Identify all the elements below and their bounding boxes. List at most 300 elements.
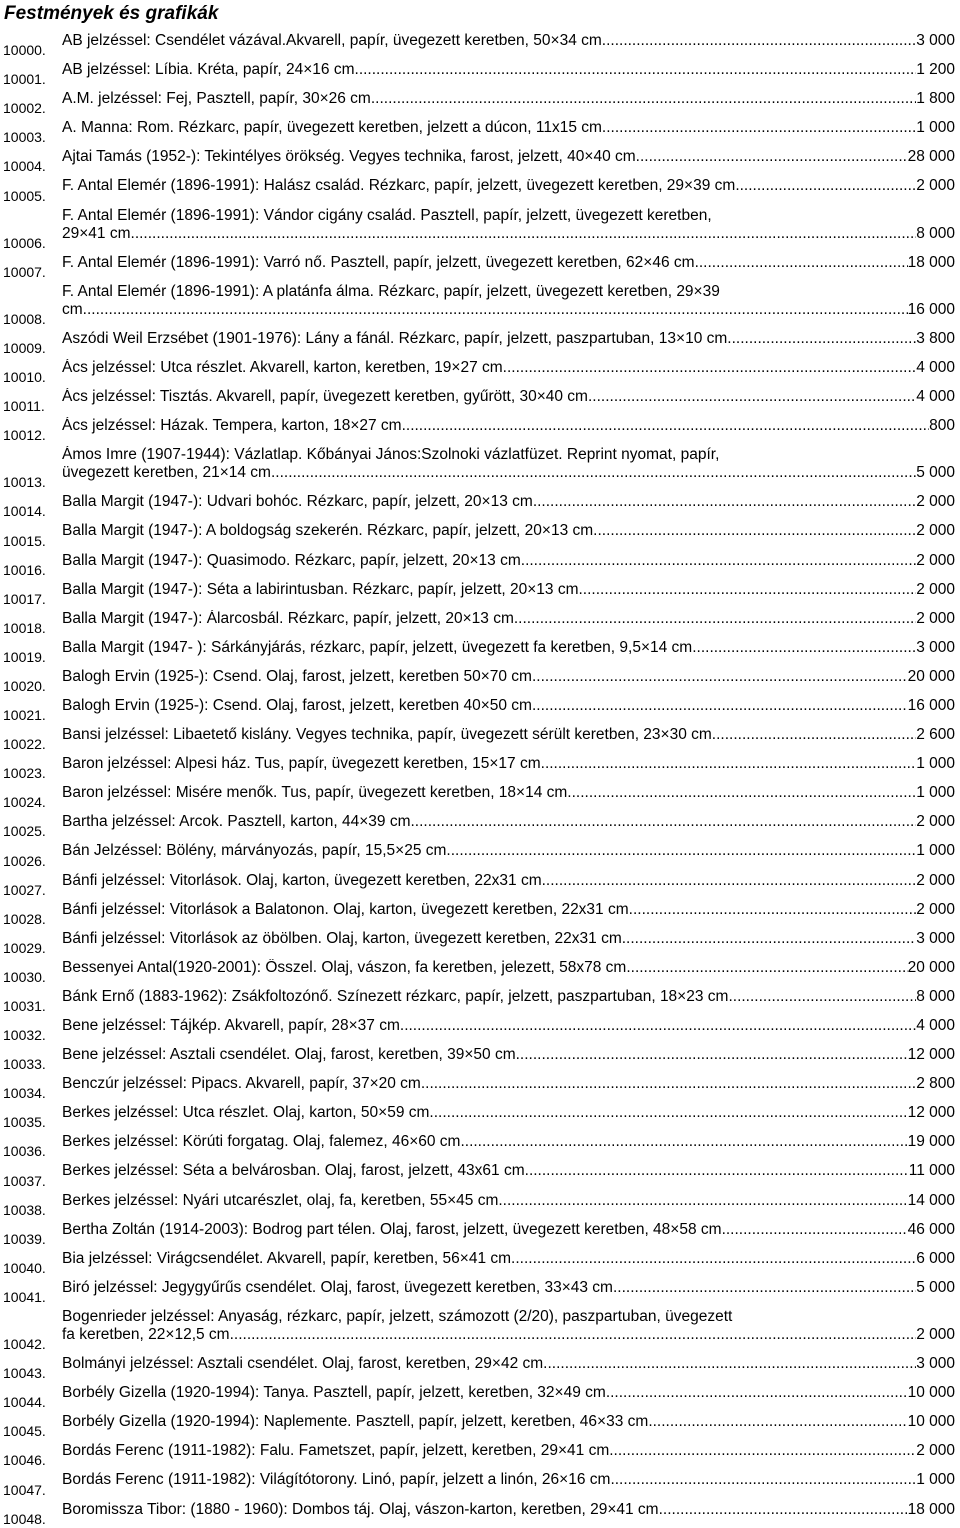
description-text: Bánk Ernő (1883-1962): Zsákfoltozónő. Színezett rézkarc, papír, jelzett, paszpartuban, 18×23 cm [62,987,729,1005]
dot-leader [131,225,917,243]
description-line [62,901,955,919]
description-text: Berkes jelzéssel: Séta a belvárosban. Olaj, farost, jelzett, 43x61 cm [62,1162,525,1180]
catalog-entry [0,1188,960,1217]
description-line [62,522,955,540]
entry-description [62,577,955,599]
description-line [62,32,955,50]
entry-description [62,173,955,195]
description-text: F. Antal Elemér (1896-1991): Varró nő. Pasztell, papír, jelzett, üvegezett keretben, 62×46 cm [62,253,695,271]
dot-leader [735,177,916,195]
entry-description [62,1071,955,1093]
catalog-list [0,28,960,1526]
lot-number: 10016. [3,561,46,578]
catalog-entry [0,577,960,606]
price: 2 000 [916,900,955,918]
description-text: Balla Margit (1947-): Álarcosbál. Rézkarc, papír, jelzett, 20×13 cm [62,609,514,627]
description-line [62,1221,955,1239]
description-line [62,784,955,802]
entry-description [62,355,955,377]
dot-leader [716,726,916,744]
entry-description [62,780,955,802]
lot-number: 10040. [3,1259,46,1276]
price: 11 000 [908,1162,955,1180]
lot-number: 10043. [3,1365,46,1382]
price: 2 000 [916,493,955,511]
price: 2 000 [916,871,955,889]
description-line [62,1192,955,1210]
description-text: Bansi jelzéssel: Libaetető kislány. Vegyes technika, papír, üvegezett sérült keretben, 23×30 cm. [62,726,717,744]
description-text: Balla Margit (1947- ): Sárkányjárás, rézkarc, papír, jelzett, üvegezett fa keretben, 9,5×14 cm [62,638,693,656]
entry-description [62,326,955,348]
description-line [62,254,955,272]
entry-description [62,28,955,50]
lot-number: 10014. [3,503,46,520]
price: 1 000 [916,842,955,860]
lot-number: 10044. [3,1394,46,1411]
lot-number: 10035. [3,1114,46,1131]
entry-description [62,1351,955,1373]
price: 8 000 [916,987,955,1005]
dot-leader [400,1017,916,1035]
lot-number: 10024. [3,794,46,811]
lot-number: 10041. [3,1288,46,1305]
price: 16 000 [907,696,955,714]
description-line [62,330,955,348]
entry-description [62,57,955,79]
catalog-entry [0,442,960,489]
lot-number: 10022. [3,736,46,753]
dot-leader [610,1471,916,1489]
description-line [62,1384,955,1402]
price: 2 000 [916,813,955,831]
dot-leader [525,552,916,570]
entry-description [62,1013,955,1035]
lot-number: 10048. [3,1510,46,1527]
price: 4 000 [916,358,955,376]
catalog-entry [0,780,960,809]
description-line [62,872,955,890]
description-text: üvegezett keretben, 21×14 cm [62,464,271,482]
description-line [62,359,955,377]
catalog-entry [0,86,960,115]
price: 2 000 [916,177,955,195]
description-line [62,697,955,715]
price: 2 000 [916,551,955,569]
entry-description [62,518,955,540]
description-text: 29×41 cm [62,224,131,242]
price: 2 000 [916,580,955,598]
entry-description [62,144,955,166]
description-text: Bene jelzéssel: Tájkép. Akvarell, papír, 28×37 cm [62,1017,400,1034]
entry-description [62,115,955,137]
description-line [62,813,955,831]
dot-leader [83,301,908,319]
entry-description [62,1409,955,1431]
description-text: Borbély Gizella (1920-1994): Naplemente. Pasztell, papír, jelzett, keretben, 46×33 cm [62,1413,649,1431]
catalog-entry [0,413,960,442]
description-text: Balogh Ervin (1925-): Csend. Olaj, farost, jelzett, keretben 40×50 cm [62,696,532,714]
lot-number: 10019. [3,648,46,665]
description-text: Bordás Ferenc (1911-1982): Világítótorony. Linó, papír, jelzett a linón, 26×16 cm [62,1471,611,1489]
entry-description [62,664,955,686]
description-line [62,148,955,166]
dot-leader [692,639,916,657]
description-line [62,283,955,301]
description-line [62,90,955,108]
description-line [62,581,955,599]
dot-leader [375,90,916,108]
lot-number: 10047. [3,1481,46,1498]
description-line [62,1250,955,1268]
catalog-entry [0,57,960,86]
dot-leader [525,1162,909,1180]
catalog-entry [0,1304,960,1351]
catalog-entry [0,693,960,722]
description-line [62,119,955,137]
entry-description [62,751,955,773]
price: 14 000 [907,1191,955,1209]
price: 8 000 [916,224,955,242]
description-text: Balla Margit (1947-): Quasimodo. Rézkarc, papír, jelzett, 20×13 cm. [62,551,526,569]
catalog-entry [0,489,960,518]
price: 16 000 [907,300,955,318]
lot-number: 10029. [3,939,46,956]
catalog-entry [0,144,960,173]
lot-number: 10025. [3,823,46,840]
lot-number: 10039. [3,1230,46,1247]
dot-leader [728,988,916,1006]
entry-description [62,1467,955,1489]
description-text: Benczúr jelzéssel: Pipacs. Akvarell, papír, 37×20 cm. [62,1075,426,1093]
description-text: Bogenrieder jelzéssel: Anyaság, rézkarc, papír, jelzett, számozott (2/20), paszpartuban, üvegezett [62,1307,733,1325]
lot-number: 10013. [3,474,46,491]
dot-leader [543,1355,916,1373]
dot-leader [727,330,916,348]
description-line [62,388,955,406]
catalog-entry [0,751,960,780]
description-line [62,1308,955,1326]
dot-leader [622,930,916,948]
dot-leader [546,872,916,890]
catalog-entry [0,838,960,867]
catalog-entry [0,1246,960,1275]
lot-number: 10038. [3,1201,46,1218]
price: 1 200 [916,61,955,79]
catalog-entry [0,635,960,664]
entry-description [62,635,955,657]
entry-description [62,955,955,977]
catalog-entry [0,809,960,838]
entry-description [62,279,955,319]
dot-leader [429,1104,907,1122]
price: 3 000 [916,32,955,49]
entry-description [62,1304,955,1344]
description-line [62,207,955,225]
description-text: Berkes jelzéssel: Utca részlet. Olaj, karton, 50×59 cm [62,1104,430,1122]
entry-description [62,1129,955,1151]
price: 4 000 [916,388,955,406]
price: 46 000 [907,1220,955,1238]
price: 18 000 [907,253,955,271]
description-line [62,842,955,860]
price: 20 000 [907,667,955,685]
dot-leader [592,388,916,406]
description-text: Bertha Zoltán (1914-2003): Bodrog part télen. Olaj, farost, jelzett, üvegezett keretben, 48×58 cm [62,1220,722,1238]
lot-number: 10002. [3,100,46,117]
price: 3 000 [916,1355,955,1373]
lot-number: 10018. [3,619,46,636]
catalog-entry [0,384,960,413]
price: 2 000 [916,609,955,627]
lot-number: 10000. [3,42,46,59]
description-line [62,988,955,1006]
description-line [62,1133,955,1151]
dot-leader [695,254,908,272]
catalog-entry [0,1129,960,1158]
dot-leader [514,610,916,628]
price: 12 000 [907,1046,955,1064]
catalog-entry [0,1409,960,1438]
description-line [62,959,955,977]
price: 2 600 [916,726,955,744]
entry-description [62,203,955,243]
lot-number: 10017. [3,590,46,607]
entry-description [62,1188,955,1210]
lot-number: 10037. [3,1172,46,1189]
description-text: Berkes jelzéssel: Nyári utcarészlet, olaj, fa, keretben, 55×45 cm [62,1191,499,1209]
price: 5 000 [916,464,955,482]
entry-description [62,926,955,948]
description-line [62,1413,955,1431]
description-line [62,930,955,948]
lot-number: 10012. [3,427,46,444]
catalog-entry [0,1042,960,1071]
description-text: Ajtai Tamás (1952-): Tekintélyes örökség. Vegyes technika, farost, jelzett, 40×40 cm [62,148,636,166]
entry-description [62,442,955,482]
entry-description [62,413,955,435]
description-line [62,755,955,773]
lot-number: 10034. [3,1085,46,1102]
description-line [62,1075,955,1093]
catalog-entry [0,984,960,1013]
lot-number: 10027. [3,881,46,898]
description-text: Borbély Gizella (1920-1994): Tanya. Pasztell, papír, jelzett, keretben, 32×49 cm [62,1384,606,1402]
catalog-entry [0,326,960,355]
catalog-entry [0,1467,960,1496]
description-text: Bordás Ferenc (1911-1982): Falu. Fametszet, papír, jelzett, keretben, 29×41 cm [62,1442,610,1460]
price: 1 800 [916,90,955,108]
price: 800 [929,417,955,435]
description-text: AB jelzéssel: Csendélet vázával.Akvarell, papír, üvegezett keretben, 50×34 cm. [62,32,607,49]
description-line [62,1442,955,1460]
entry-description [62,1275,955,1297]
entry-description [62,384,955,406]
description-line [62,552,955,570]
dot-leader [465,1133,908,1151]
lot-number: 10036. [3,1143,46,1160]
lot-number: 10020. [3,677,46,694]
catalog-entry [0,1071,960,1100]
dot-leader [533,493,916,511]
catalog-entry [0,606,960,635]
lot-number: 10032. [3,1027,46,1044]
entry-description [62,1042,955,1064]
entry-description [62,722,955,744]
lot-number: 10005. [3,187,46,204]
dot-leader [503,359,917,377]
description-line [62,1326,955,1344]
price: 3 000 [916,638,955,656]
description-text: F. Antal Elemér (1896-1991): Vándor cigány család. Pasztell, papír, jelzett, üvegezett keretben, [62,206,712,224]
description-text: Bessenyei Antal(1920-2001): Ősszel. Olaj, vászon, fa keretben, jelezett, 58x78 cm [62,958,627,976]
description-text: fa keretben, 22×12,5 cm [62,1325,230,1343]
dot-leader [451,842,916,860]
price: 3 000 [916,929,955,947]
description-line [62,726,955,744]
section-title: Festmények és grafikák [4,3,219,24]
description-text: Bolmányi jelzéssel: Asztali csendélet. Olaj, farost, keretben, 29×42 cm [62,1355,544,1373]
lot-number: 10015. [3,532,46,549]
dot-leader [593,522,916,540]
lot-number: 10045. [3,1423,46,1440]
lot-number: 10026. [3,852,46,869]
price: 2 000 [916,522,955,540]
description-line [62,493,955,511]
dot-leader [636,148,908,166]
description-line [62,1017,955,1035]
dot-leader [532,697,908,715]
description-line [62,1046,955,1064]
catalog-entry [0,955,960,984]
description-line [62,1162,955,1180]
price: 6 000 [916,1249,955,1267]
entry-description [62,1497,955,1519]
price: 5 000 [916,1278,955,1296]
description-line [62,301,955,319]
entry-description [62,897,955,919]
description-text: Bánfi jelzéssel: Vitorlások. Olaj, karton, üvegezett keretben, 22x31 cm. [62,871,546,889]
entry-description [62,838,955,860]
lot-number: 10009. [3,339,46,356]
catalog-entry [0,1497,960,1526]
price: 20 000 [907,958,955,976]
description-text: Biró jelzéssel: Jegygyűrűs csendélet. Olaj, farost, üvegezett keretben, 33×43 cm [62,1278,613,1296]
entry-description [62,693,955,715]
entry-description [62,1158,955,1180]
price: 12 000 [907,1104,955,1122]
catalog-entry [0,897,960,926]
description-text: cm [62,300,83,318]
catalog-entry [0,548,960,577]
price: 10 000 [907,1384,955,1402]
dot-leader [515,1250,916,1268]
price: 4 000 [916,1017,955,1034]
lot-number: 10023. [3,765,46,782]
price: 28 000 [907,148,955,166]
description-text: Bán Jelzéssel: Bölény, márványozás, papír, 15,5×25 cm. [62,842,451,860]
entry-description [62,548,955,570]
entry-description [62,1246,955,1268]
entry-description [62,984,955,1006]
description-text: Balogh Ervin (1925-): Csend. Olaj, farost, jelzett, keretben 50×70 cm [62,667,532,685]
description-line [62,1471,955,1489]
description-text: Bánfi jelzéssel: Vitorlások az öbölben. Olaj, karton, üvegezett keretben, 22x31 cm [62,929,622,947]
entry-description [62,1100,955,1122]
description-line [62,639,955,657]
dot-leader [271,464,916,482]
lot-number: 10030. [3,968,46,985]
dot-leader [532,668,908,686]
description-text: Balla Margit (1947-): A boldogság szekerén. Rézkarc, papír, jelzett, 20×13 cm [62,522,594,540]
catalog-entry [0,664,960,693]
description-line [62,1501,955,1519]
catalog-entry [0,1158,960,1187]
dot-leader [722,1221,908,1239]
catalog-entry [0,355,960,384]
description-text: A. Manna: Rom. Rézkarc, papír, üvegezett keretben, jelzett a dúcon, 11x15 cm [62,119,602,137]
description-text: F. Antal Elemér (1896-1991): A platánfa álma. Rézkarc, papír, jelzett, üvegezett keretben, 29×39 [62,282,720,300]
catalog-entry [0,1438,960,1467]
description-line [62,668,955,686]
catalog-entry [0,722,960,751]
lot-number: 10033. [3,1056,46,1073]
price: 3 800 [916,329,955,347]
price: 2 000 [916,1325,955,1343]
dot-leader [606,32,916,50]
dot-leader [626,959,907,977]
entry-description [62,1217,955,1239]
description-line [62,464,955,482]
description-text: Bánfi jelzéssel: Vitorlások a Balatonon. Olaj, karton, üvegezett keretben, 22x31 cm [62,900,629,918]
catalog-entry [0,868,960,897]
catalog-entry [0,1380,960,1409]
catalog-entry [0,926,960,955]
entry-description [62,86,955,108]
description-text: Balla Margit (1947-): Séta a labirintusban. Rézkarc, papír, jelzett, 20×13 cm [62,580,579,598]
description-line [62,417,955,435]
dot-leader [230,1326,917,1344]
description-line [62,177,955,195]
dot-leader [659,1501,908,1519]
lot-number: 10046. [3,1452,46,1469]
catalog-entry [0,1217,960,1246]
catalog-entry [0,1013,960,1042]
description-text: Baron jelzéssel: Alpesi ház. Tus, papír, üvegezett keretben, 15×17 cm. [62,755,545,773]
description-line [62,446,955,464]
catalog-entry [0,1275,960,1304]
dot-leader [545,755,916,773]
dot-leader [425,1075,916,1093]
description-text: Ámos Imre (1907-1944): Vázlatlap. Kőbányai János:Szolnoki vázlatfüzet. Reprint nyomat, papír, [62,446,720,464]
description-text: Aszódi Weil Erzsébet (1901-1976): Lány a fánál. Rézkarc, papír, jelzett, paszpartuban, 13×10 cm [62,329,728,347]
description-text: Bia jelzéssel: Virágcsendélet. Akvarell, papír, keretben, 56×41 cm. [62,1249,516,1267]
lot-number: 10011. [3,398,45,415]
description-text: Balla Margit (1947-): Udvari bohóc. Rézkarc, papír, jelzett, 20×13 cm [62,493,533,511]
price: 2 000 [916,1442,955,1460]
description-text: Boromissza Tibor: (1880 - 1960): Dombos táj. Olaj, vászon-karton, keretben, 29×41 cm [62,1500,659,1518]
catalog-entry [0,173,960,202]
lot-number: 10003. [3,129,46,146]
description-text: Bene jelzéssel: Asztali csendélet. Olaj, farost, keretben, 39×50 cm [62,1046,516,1064]
price: 1 000 [916,784,955,802]
lot-number: 10031. [3,998,46,1014]
dot-leader [613,1279,916,1297]
description-text: A.M. jelzéssel: Fej, Pasztell, papír, 30×26 cm. [62,90,376,108]
dot-leader [572,784,917,802]
price: 1 000 [916,119,955,137]
price: 1 000 [916,1471,955,1489]
description-text: Baron jelzéssel: Misére menők. Tus, papír, üvegezett keretben, 18×14 cm. [62,784,572,802]
